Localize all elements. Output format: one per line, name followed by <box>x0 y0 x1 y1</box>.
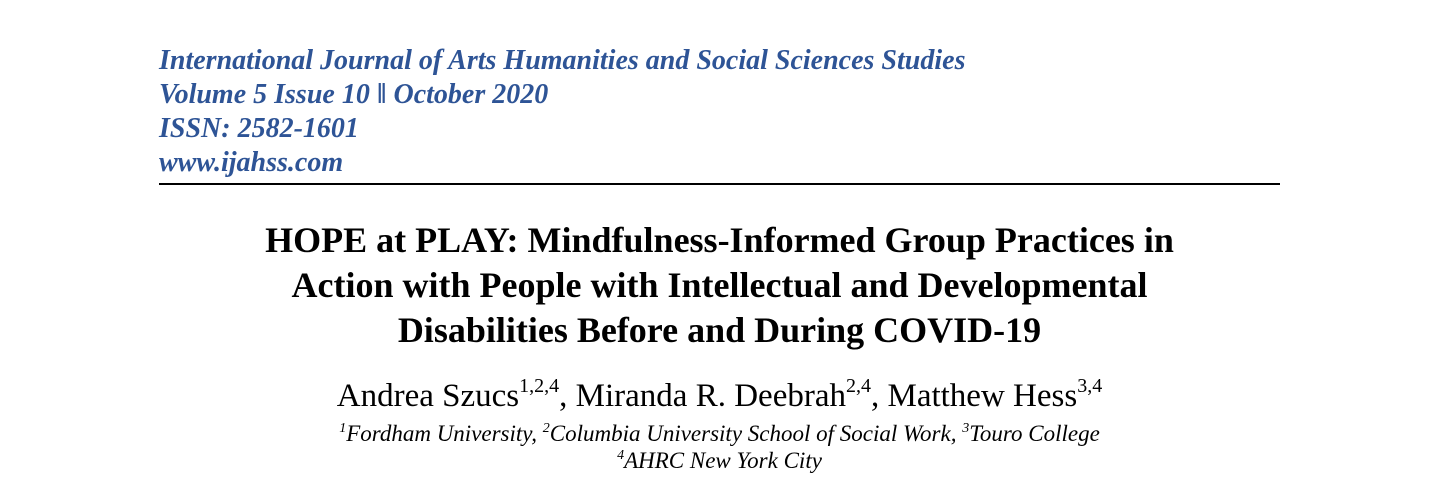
author-name: Matthew Hess <box>887 378 1078 414</box>
author-affiliation-marker: 3,4 <box>1077 375 1103 397</box>
author-separator: , <box>559 378 576 414</box>
author-affiliation-marker: 2,4 <box>845 375 871 397</box>
affiliation-list <box>0 420 1439 474</box>
affiliation-name: Fordham University, <box>346 421 537 446</box>
journal-issn: ISSN: 2582-1601 <box>159 113 359 144</box>
affiliation-name: Columbia University School of Social Work, <box>549 421 957 446</box>
journal-header <box>159 44 965 180</box>
header-divider <box>159 183 1280 185</box>
author-affiliation-marker: 1,2,4 <box>519 375 560 397</box>
paper-title-line-3: Disabilities Before and During COVID-19 <box>397 310 1042 350</box>
affiliation-name: Touro College <box>969 421 1100 446</box>
journal-volume-issue: Volume 5 Issue 10 ǁ October 2020 <box>159 79 549 110</box>
author-name: Andrea Szucs <box>336 378 520 414</box>
affiliation-line-1 <box>0 420 1439 447</box>
affiliation-number: 3 <box>962 421 970 436</box>
paper-title-line-2: Action with People with Intellectual and Developmental <box>291 265 1148 305</box>
paper-title <box>0 218 1439 353</box>
journal-website[interactable]: www.ijahss.com <box>159 147 344 178</box>
author-name: Miranda R. Deebrah <box>575 378 846 414</box>
affiliation-number: 2 <box>542 421 550 436</box>
paper-title-line-1: HOPE at PLAY: Mindfulness-Informed Group Practices in <box>265 220 1174 260</box>
affiliation-line-2 <box>0 447 1439 474</box>
author-separator: , <box>870 378 888 414</box>
journal-name: International Journal of Arts Humanities and Social Sciences Studies <box>159 45 966 76</box>
affiliation-name: AHRC New York City <box>624 448 822 473</box>
affiliation-number: 4 <box>617 448 625 463</box>
author-list <box>0 376 1439 416</box>
affiliation-number: 1 <box>339 421 347 436</box>
